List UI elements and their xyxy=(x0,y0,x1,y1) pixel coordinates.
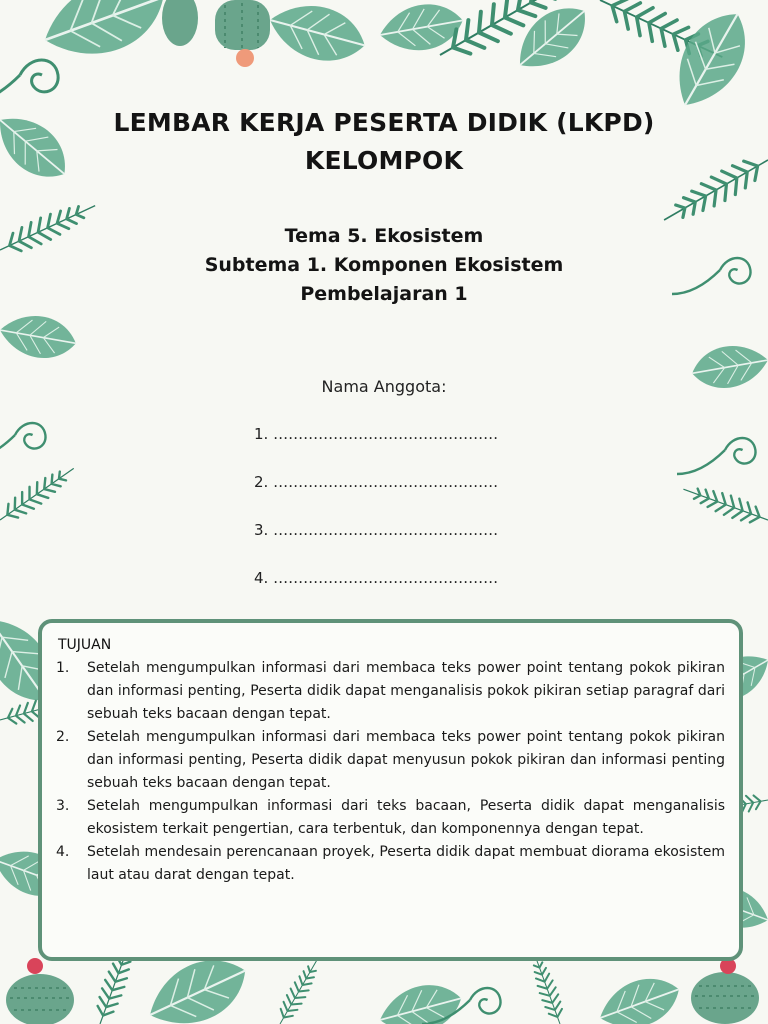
objective-text: Setelah mengumpulkan informasi dari membaca teks power point tentang pokok pikiran dan informasi penting, Peserta didik dapat menganalisis pokok pikiran setiap paragraf dari sebuah teks bacaan dengan tepat. xyxy=(87,660,725,722)
title-line-1: LEMBAR KERJA PESERTA DIDIK (LKPD) xyxy=(113,108,655,137)
objective-number: 4. xyxy=(56,844,70,860)
objective-item xyxy=(56,657,725,726)
objective-item xyxy=(56,841,725,887)
objectives-box xyxy=(38,619,743,961)
member-blank-2[interactable]: 2. ……………………………………… xyxy=(254,473,499,491)
page-title xyxy=(40,104,728,180)
objectives-title: TUJUAN xyxy=(58,637,112,653)
objective-item xyxy=(56,795,725,841)
members-label: Nama Anggota: xyxy=(321,377,447,396)
objective-number: 1. xyxy=(56,660,70,676)
objectives-list xyxy=(56,657,725,887)
title-line-2: KELOMPOK xyxy=(304,146,464,175)
objective-item xyxy=(56,726,725,795)
lesson-info xyxy=(100,222,668,309)
objective-text: Setelah mengumpulkan informasi dari teks bacaan, Peserta didik dapat menganalisis ekosistem terkait pengertian, cara terbentuk, dan komponennya dengan tepat. xyxy=(87,798,725,837)
theme-label: Tema 5. Ekosistem xyxy=(284,225,484,247)
member-list xyxy=(254,424,498,616)
member-blank-1[interactable]: 1. ……………………………………… xyxy=(254,425,499,443)
objective-text: Setelah mendesain perencanaan proyek, Peserta didik dapat membuat diorama ekosistem laut atau darat dengan tepat. xyxy=(87,844,725,883)
subtheme-label: Subtema 1. Komponen Ekosistem xyxy=(204,254,564,276)
lesson-label: Pembelajaran 1 xyxy=(300,283,468,305)
member-blank-4[interactable]: 4. ……………………………………… xyxy=(254,569,499,587)
member-blank-3[interactable]: 3. ……………………………………… xyxy=(254,521,499,539)
objective-number: 2. xyxy=(56,729,70,745)
objective-number: 3. xyxy=(56,798,70,814)
objective-text: Setelah mengumpulkan informasi dari membaca teks power point tentang pokok pikiran dan informasi penting, Peserta didik dapat menyusun pokok pikiran dan informasi penting sebuah teks bacaan dengan tepat. xyxy=(87,729,725,791)
